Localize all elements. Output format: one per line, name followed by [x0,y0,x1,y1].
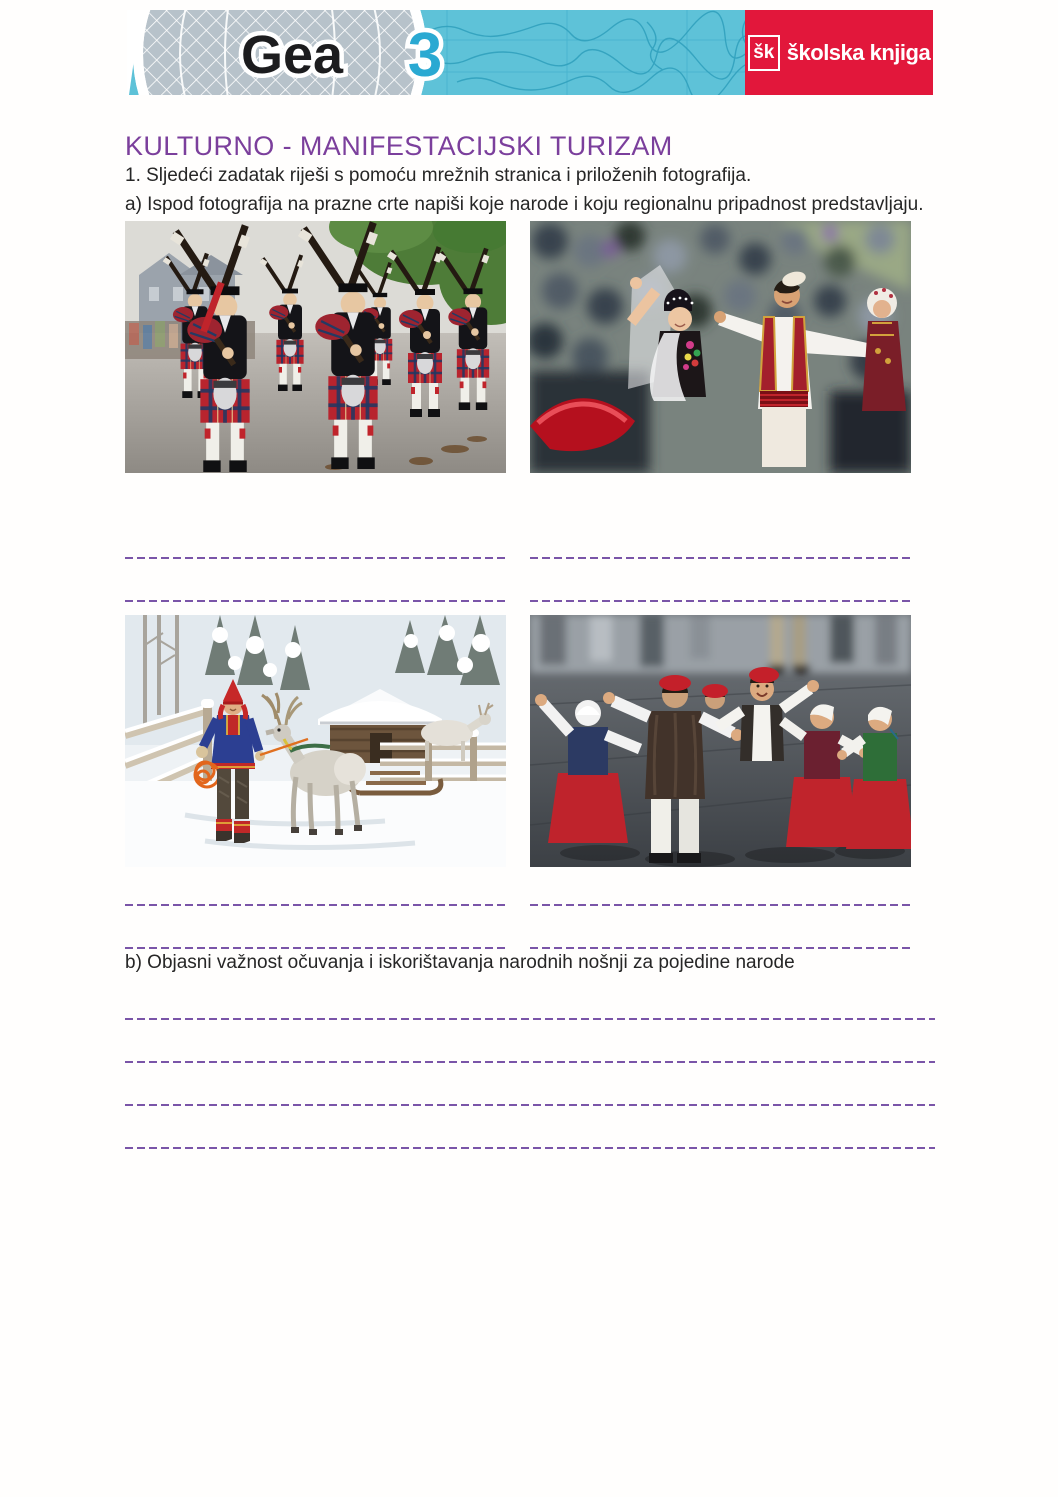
logo-gea-text: Gea [240,25,344,85]
answer-line [530,600,911,602]
task-b-text: b) Objasni važnost očuvanja i iskorištavanja narodnih nošnji za pojedine narode [125,952,795,974]
page-title: KULTURNO - MANIFESTACIJSKI TURIZAM [125,131,673,161]
answer-line [125,600,506,602]
logo-number-text: 3 [407,21,443,90]
answer-line-b [125,1061,935,1063]
answer-line-b [125,1147,935,1149]
answer-line [530,904,911,906]
answer-line-b [125,1018,935,1020]
photo-albanian-folk-dancers [530,221,911,473]
answer-line [530,557,911,559]
photo-scottish-bagpipers [125,221,506,473]
sami-reindeer-herder-illustration [125,615,506,867]
worksheet-content [125,131,935,1149]
photo-row-2 [125,615,935,867]
answer-line [125,557,506,559]
photo-sami-reindeer-herder [125,615,506,867]
answer-line-b [125,1104,935,1106]
publisher-logo [745,10,933,95]
albanian-folk-dancers-illustration [530,221,911,473]
publisher-name: školska knjiga [786,39,931,65]
answer-lines-row-2 [125,600,935,602]
basque-folk-dancers-illustration [530,615,911,867]
scottish-bagpipers-illustration [125,221,506,473]
task-a-text: a) Ispod fotografija na prazne crte napiši koje narode i koju regionalnu pripadnost predstavljaju. [125,193,924,215]
answer-line [125,904,506,906]
answer-lines-row-1 [125,557,935,559]
page-header [127,10,933,95]
photo-basque-folk-dancers [530,615,911,867]
publisher-mark-icon: šk [748,35,780,71]
photo-row-1 [125,221,935,473]
task-intro: 1. Sljedeći zadatak riješi s pomoću mrežnih stranica i priloženih fotografija. [125,165,752,187]
answer-lines-row-3 [125,904,935,906]
